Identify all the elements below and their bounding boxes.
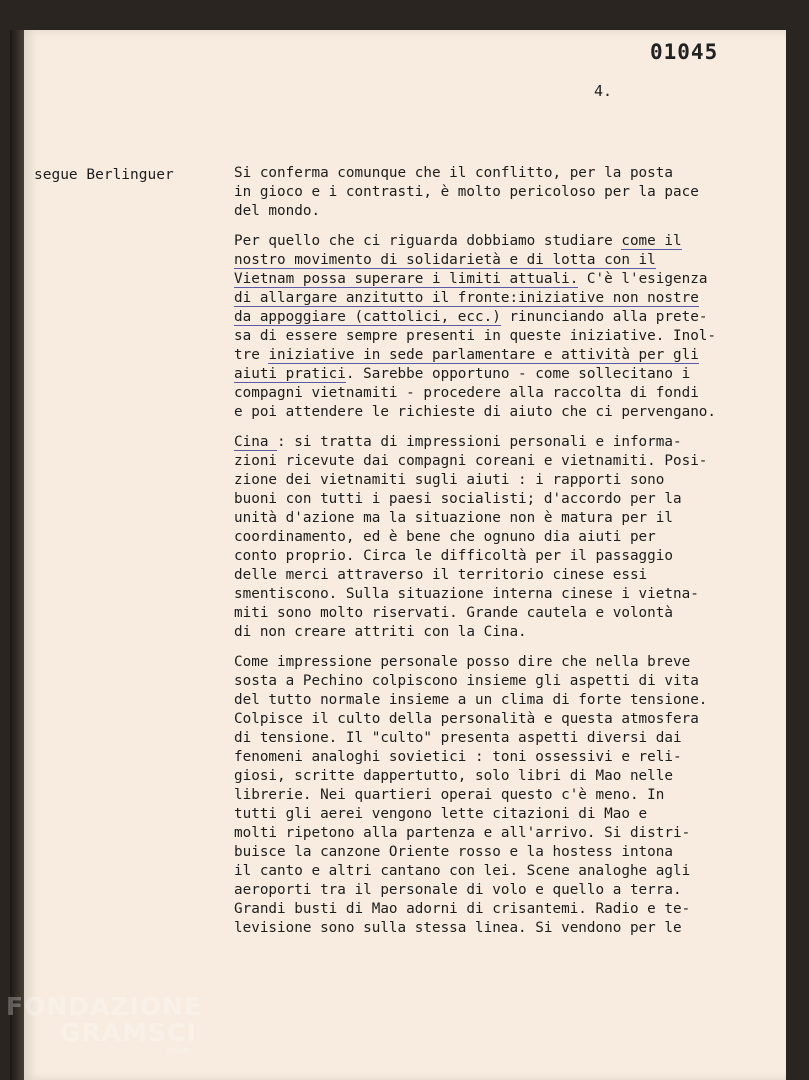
text-segment: del tutto normale insieme a un clima di forte tensione. (234, 692, 708, 708)
text-line (234, 528, 764, 547)
text-line (234, 824, 764, 843)
text-line (234, 471, 764, 490)
text-segment: zioni ricevute dai compagni coreani e vietnamiti. Posi- (234, 453, 708, 469)
text-line (234, 566, 764, 585)
text-segment: Colpisce il culto della personalità e questa atmosfera (234, 711, 699, 727)
text-segment: aeroporti tra il personale di volo e quello a terra. (234, 882, 682, 898)
text-line (234, 710, 764, 729)
text-segment: in gioco e i contrasti, è molto pericoloso per la pace (234, 184, 699, 200)
text-segment: levisione sono sulla stessa linea. Si vendono per le (234, 920, 682, 936)
watermark-line-2: GRAMSCI (60, 1018, 197, 1047)
text-segment: e poi attendere le richieste di aiuto che ci pervengano. (234, 404, 717, 420)
underlined-text: da appoggiare (cattolici, ecc.) (234, 309, 501, 325)
underlined-text: Vietnam possa superare i limiti attuali. (234, 271, 579, 287)
underlined-text: come il (621, 233, 682, 249)
text-line (234, 843, 764, 862)
speaker-label: segue Berlinguer (34, 167, 174, 183)
text-line (234, 748, 764, 767)
text-segment: sosta a Pechino colpiscono insieme gli aspetti di vita (234, 673, 699, 689)
text-segment: compagni vietnamiti - procedere alla raccolta di fondi (234, 385, 699, 401)
text-segment: giosi, scritte dappertutto, solo libri di Mao nelle (234, 768, 673, 784)
text-segment: buisce la canzone Oriente rosso e la hostess intona (234, 844, 673, 860)
text-segment: del mondo. (234, 203, 321, 219)
paragraph (234, 232, 764, 422)
text-segment: tre (234, 347, 269, 363)
text-line (234, 767, 764, 786)
text-line (234, 327, 764, 346)
text-line (234, 202, 764, 221)
text-line (234, 881, 764, 900)
text-line (234, 509, 764, 528)
text-line (234, 862, 764, 881)
text-segment: C'è l'esigenza (578, 271, 708, 287)
document-number: 01045 (650, 40, 719, 64)
underlined-text: di allargare anzitutto il fronte: (234, 290, 519, 306)
text-line (234, 729, 764, 748)
text-segment: di non creare attriti con la Cina. (234, 624, 527, 640)
text-line (234, 183, 764, 202)
text-segment: Come impressione personale posso dire che nella breve (234, 654, 691, 670)
text-segment: zione dei vietnamiti sugli aiuti : i rapporti sono (234, 472, 665, 488)
text-segment: rinunciando alla prete- (500, 309, 708, 325)
text-line (234, 623, 764, 642)
fondazione-gramsci-logo (6, 994, 202, 1056)
text-line (234, 346, 764, 365)
text-line (234, 232, 764, 251)
text-segment: Si conferma comunque che il conflitto, per la posta (234, 165, 673, 181)
underlined-text: Cina (234, 434, 278, 450)
text-line (234, 604, 764, 623)
text-segment: di tensione. Il "culto" presenta aspetti diversi dai (234, 730, 682, 746)
book-binding (10, 30, 24, 1080)
text-line (234, 365, 764, 384)
underlined-text: iniziative in sede parlamentare e attività per gli (268, 347, 699, 363)
text-segment: conto proprio. Circa le difficoltà per il passaggio (234, 548, 673, 564)
underlined-text: aiuti pratici (234, 366, 346, 382)
text-segment: il canto e altri cantano con lei. Scene analoghe agli (234, 863, 691, 879)
text-line (234, 308, 764, 327)
text-line (234, 691, 764, 710)
text-line (234, 384, 764, 403)
text-line (234, 900, 764, 919)
text-segment: unità d'azione ma la situazione non è matura per il (234, 510, 673, 526)
text-line (234, 919, 764, 938)
text-segment: smentiscono. Sulla situazione interna cinese i vietna- (234, 586, 699, 602)
text-segment: molti ripetono alla partenza e all'arrivo. Si distri- (234, 825, 691, 841)
text-line (234, 786, 764, 805)
text-line (234, 403, 764, 422)
text-line (234, 805, 764, 824)
paragraph (234, 433, 764, 642)
text-segment: coordinamento, ed è bene che ognuno dia aiuti per (234, 529, 656, 545)
text-segment: tutti gli aerei vengono lette citazioni di Mao e (234, 806, 648, 822)
watermark-line-3: onlus (166, 1046, 191, 1056)
text-line (234, 653, 764, 672)
text-line (234, 547, 764, 566)
text-line (234, 585, 764, 604)
text-line (234, 164, 764, 183)
text-segment: . Sarebbe opportuno - come sollecitano i (345, 366, 691, 382)
text-segment: librerie. Nei quartieri operai questo c'è meno. In (234, 787, 665, 803)
text-segment: : si tratta di impressioni personali e informa- (277, 434, 682, 450)
underlined-text: nostro movimento di solidarietà e di lotta con il (234, 252, 656, 268)
text-line (234, 270, 764, 289)
page-number: 4. (594, 82, 613, 100)
text-segment: delle merci attraverso il territorio cinese essi (234, 567, 648, 583)
text-line (234, 433, 764, 452)
text-segment: fenomeni analoghi sovietici : toni ossessivi e reli- (234, 749, 682, 765)
document-body (234, 164, 764, 949)
text-segment: Per quello che ci riguarda dobbiamo studiare (234, 233, 622, 249)
text-line (234, 672, 764, 691)
paragraph (234, 164, 764, 221)
paragraph (234, 653, 764, 938)
text-segment: buoni con tutti i paesi socialisti; d'accordo per la (234, 491, 682, 507)
text-line (234, 490, 764, 509)
watermark-line-1: FONDAZIONE (6, 992, 203, 1021)
text-line (234, 452, 764, 471)
text-segment: sa di essere sempre presenti in queste iniziative. Inol- (234, 328, 717, 344)
text-line (234, 289, 764, 308)
underlined-text: iniziative non nostre (518, 290, 699, 306)
text-line (234, 251, 764, 270)
text-segment: miti sono molto riservati. Grande cautela e volontà (234, 605, 673, 621)
text-segment: Grandi busti di Mao adorni di crisantemi. Radio e te- (234, 901, 691, 917)
